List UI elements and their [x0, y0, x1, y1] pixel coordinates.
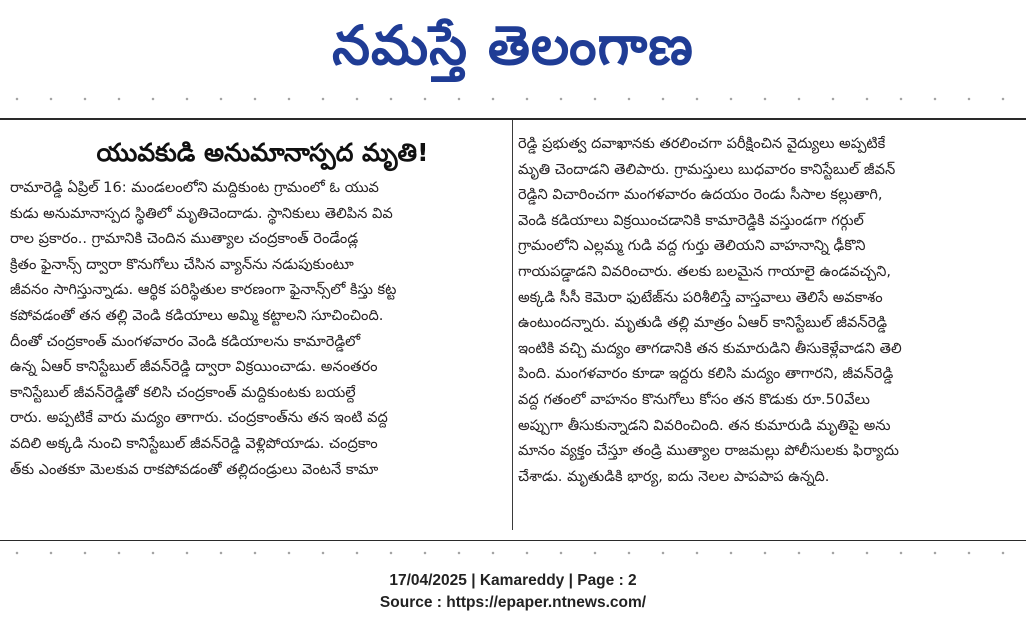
- article-text-line: క్రితం ఫైనాన్స్ ద్వారా కొనుగోలు చేసిన వ్యాన్‌ను నడుపుకుంటూ: [10, 255, 354, 273]
- article-text-line: జీవనం సాగిస్తున్నాడు. ఆర్థిక పరిస్థితుల కారణంగా ఫైనాన్స్‌లో కిస్తు కట్ట: [10, 281, 397, 299]
- article-text-line: ఉన్న ఏఆర్ కానిస్టేబుల్ జీవన్‌రెడ్డి ద్వారా విక్రయించాడు. అనంతరం: [10, 358, 378, 376]
- article-text-line: పింది. మంగళవారం కూడా ఇద్దరు కలిసి మద్యం తాగారని, జీవన్‌రెడ్డి: [518, 365, 894, 383]
- article-text-line: వెండి కడియాలు విక్రయించడానికి కామారెడ్డికి వస్తుండగా గర్గుల్: [518, 211, 864, 229]
- masthead-logo: నమస్తే తెలంగాణ: [332, 14, 694, 77]
- article-text-line: రెడ్డి ప్రభుత్వ దవాఖానకు తరలించగా పరీక్షించిన వైద్యులు అప్పటికే: [518, 135, 886, 152]
- article-text-line: రాల ప్రకారం.. గ్రామానికి చెందిన ముత్యాల చంద్రకాంత్ రెండేండ్ల: [10, 230, 359, 248]
- article-text-line: వద్ద గతంలో వాహనం కొనుగోలు కోసం తన కొడుకు రూ.50వేలు: [518, 390, 870, 408]
- article-headline: యువకుడి అనుమానాస్పద మృతి!: [96, 138, 429, 167]
- article-text-line: కానిస్టేబుల్ జీవన్‌రెడ్డితో కలిసి చంద్రకాంత్ మద్దికుంటకు బయల్దే: [10, 383, 356, 401]
- top-divider: [0, 118, 1026, 120]
- article-text-line: గాయపడ్డాడని వివరించారు. తలకు బలమైన గాయాలై ఉండవచ్చని,: [518, 262, 892, 280]
- footer-date-edition: 17/04/2025 | Kamareddy | Page : 2: [389, 572, 637, 589]
- article-text-line: త్‌కు ఎంతకూ మెలకువ రాకపోవడంతో తల్లిదండ్రులు వెంటనే కామా: [10, 460, 379, 478]
- article-text-line: వదిలి అక్కడి నుంచి కానిస్టేబుల్ జీవన్‌రెడ్డి వెళ్లిపోయాడు. చంద్రకాం: [10, 434, 378, 452]
- article-text-line: రామారెడ్డి ఏప్రిల్ 16: మండలంలోని మద్దికుంట గ్రామంలో ఓ యువ: [10, 179, 379, 196]
- article-text-line: కపోవడంతో తన తల్లి వెండి కడియాలు అమ్మి కట్టాలని సూచించింది.: [10, 306, 384, 324]
- footer-source-link[interactable]: Source : https://epaper.ntnews.com/: [379, 594, 647, 611]
- article-text-line: రెడ్డిని విచారించగా మంగళవారం ఉదయం రెండు సీసాల కల్లుతాగి,: [518, 186, 883, 204]
- article-text-line: మానం వ్యక్తం చేస్తూ తండ్రి ముత్యాల రాజమల్లు పోలీసులకు ఫిర్యాదు: [518, 442, 899, 460]
- article-text-line: గ్రామంలోని ఎల్లమ్మ గుడి వద్ద గుర్తు తెలియని వాహనాన్ని ఢీకొని: [518, 237, 866, 255]
- clipped-text-strip-bottom: [0, 551, 1026, 555]
- article-text-line: ఇంటికి వచ్చి మద్యం తాగడానికి తన కుమారుడిని తీసుకెళ్లేవాడని తెలి: [518, 339, 902, 357]
- article-text-line: రారు. అప్పటికే వారు మద్యం తాగారు. చంద్రకాంత్‌ను తన ఇంటి వద్ద: [10, 409, 388, 427]
- page-footer: [0, 570, 1026, 614]
- clipped-text-strip-top: [0, 97, 1026, 101]
- article-text-line: అక్కడి సీసీ కెమెరా ఫుటేజ్‌ను పరిశీలిస్తే వాస్తవాలు తెలిసే అవకాశం: [518, 288, 883, 306]
- column-divider: [512, 120, 513, 530]
- masthead: [0, 0, 1026, 92]
- article-text-line: కుడు అనుమానాస్పద స్థితిలో మృతిచెందాడు. స్థానికులు తెలిపిన వివ: [10, 204, 393, 222]
- article-column-left: [10, 175, 504, 482]
- article-column-right: [518, 131, 1016, 489]
- article-text-line: మృతి చెందాడని తెలిపారు. గ్రామస్తులు బుధవారం కానిస్టేబుల్ జీవన్: [518, 160, 896, 178]
- article-text-line: ఉంటుందన్నారు. మృతుడి తల్లి మాత్రం ఏఆర్ కానిస్టేబుల్ జీవన్‌రెడ్డి: [518, 314, 888, 332]
- article-text-line: చేశాడు. మృతుడికి భార్య, ఐదు నెలల పాపపాప ఉన్నది.: [518, 467, 830, 485]
- article-text-line: అప్పుగా తీసుకున్నాడని వివరించింది. తన కుమారుడి మృతిపై అను: [518, 416, 891, 434]
- bottom-divider: [0, 540, 1026, 541]
- article-text-line: దీంతో చంద్రకాంత్ మంగళవారం వెండి కడియాలను కామారెడ్డిలో: [10, 332, 361, 350]
